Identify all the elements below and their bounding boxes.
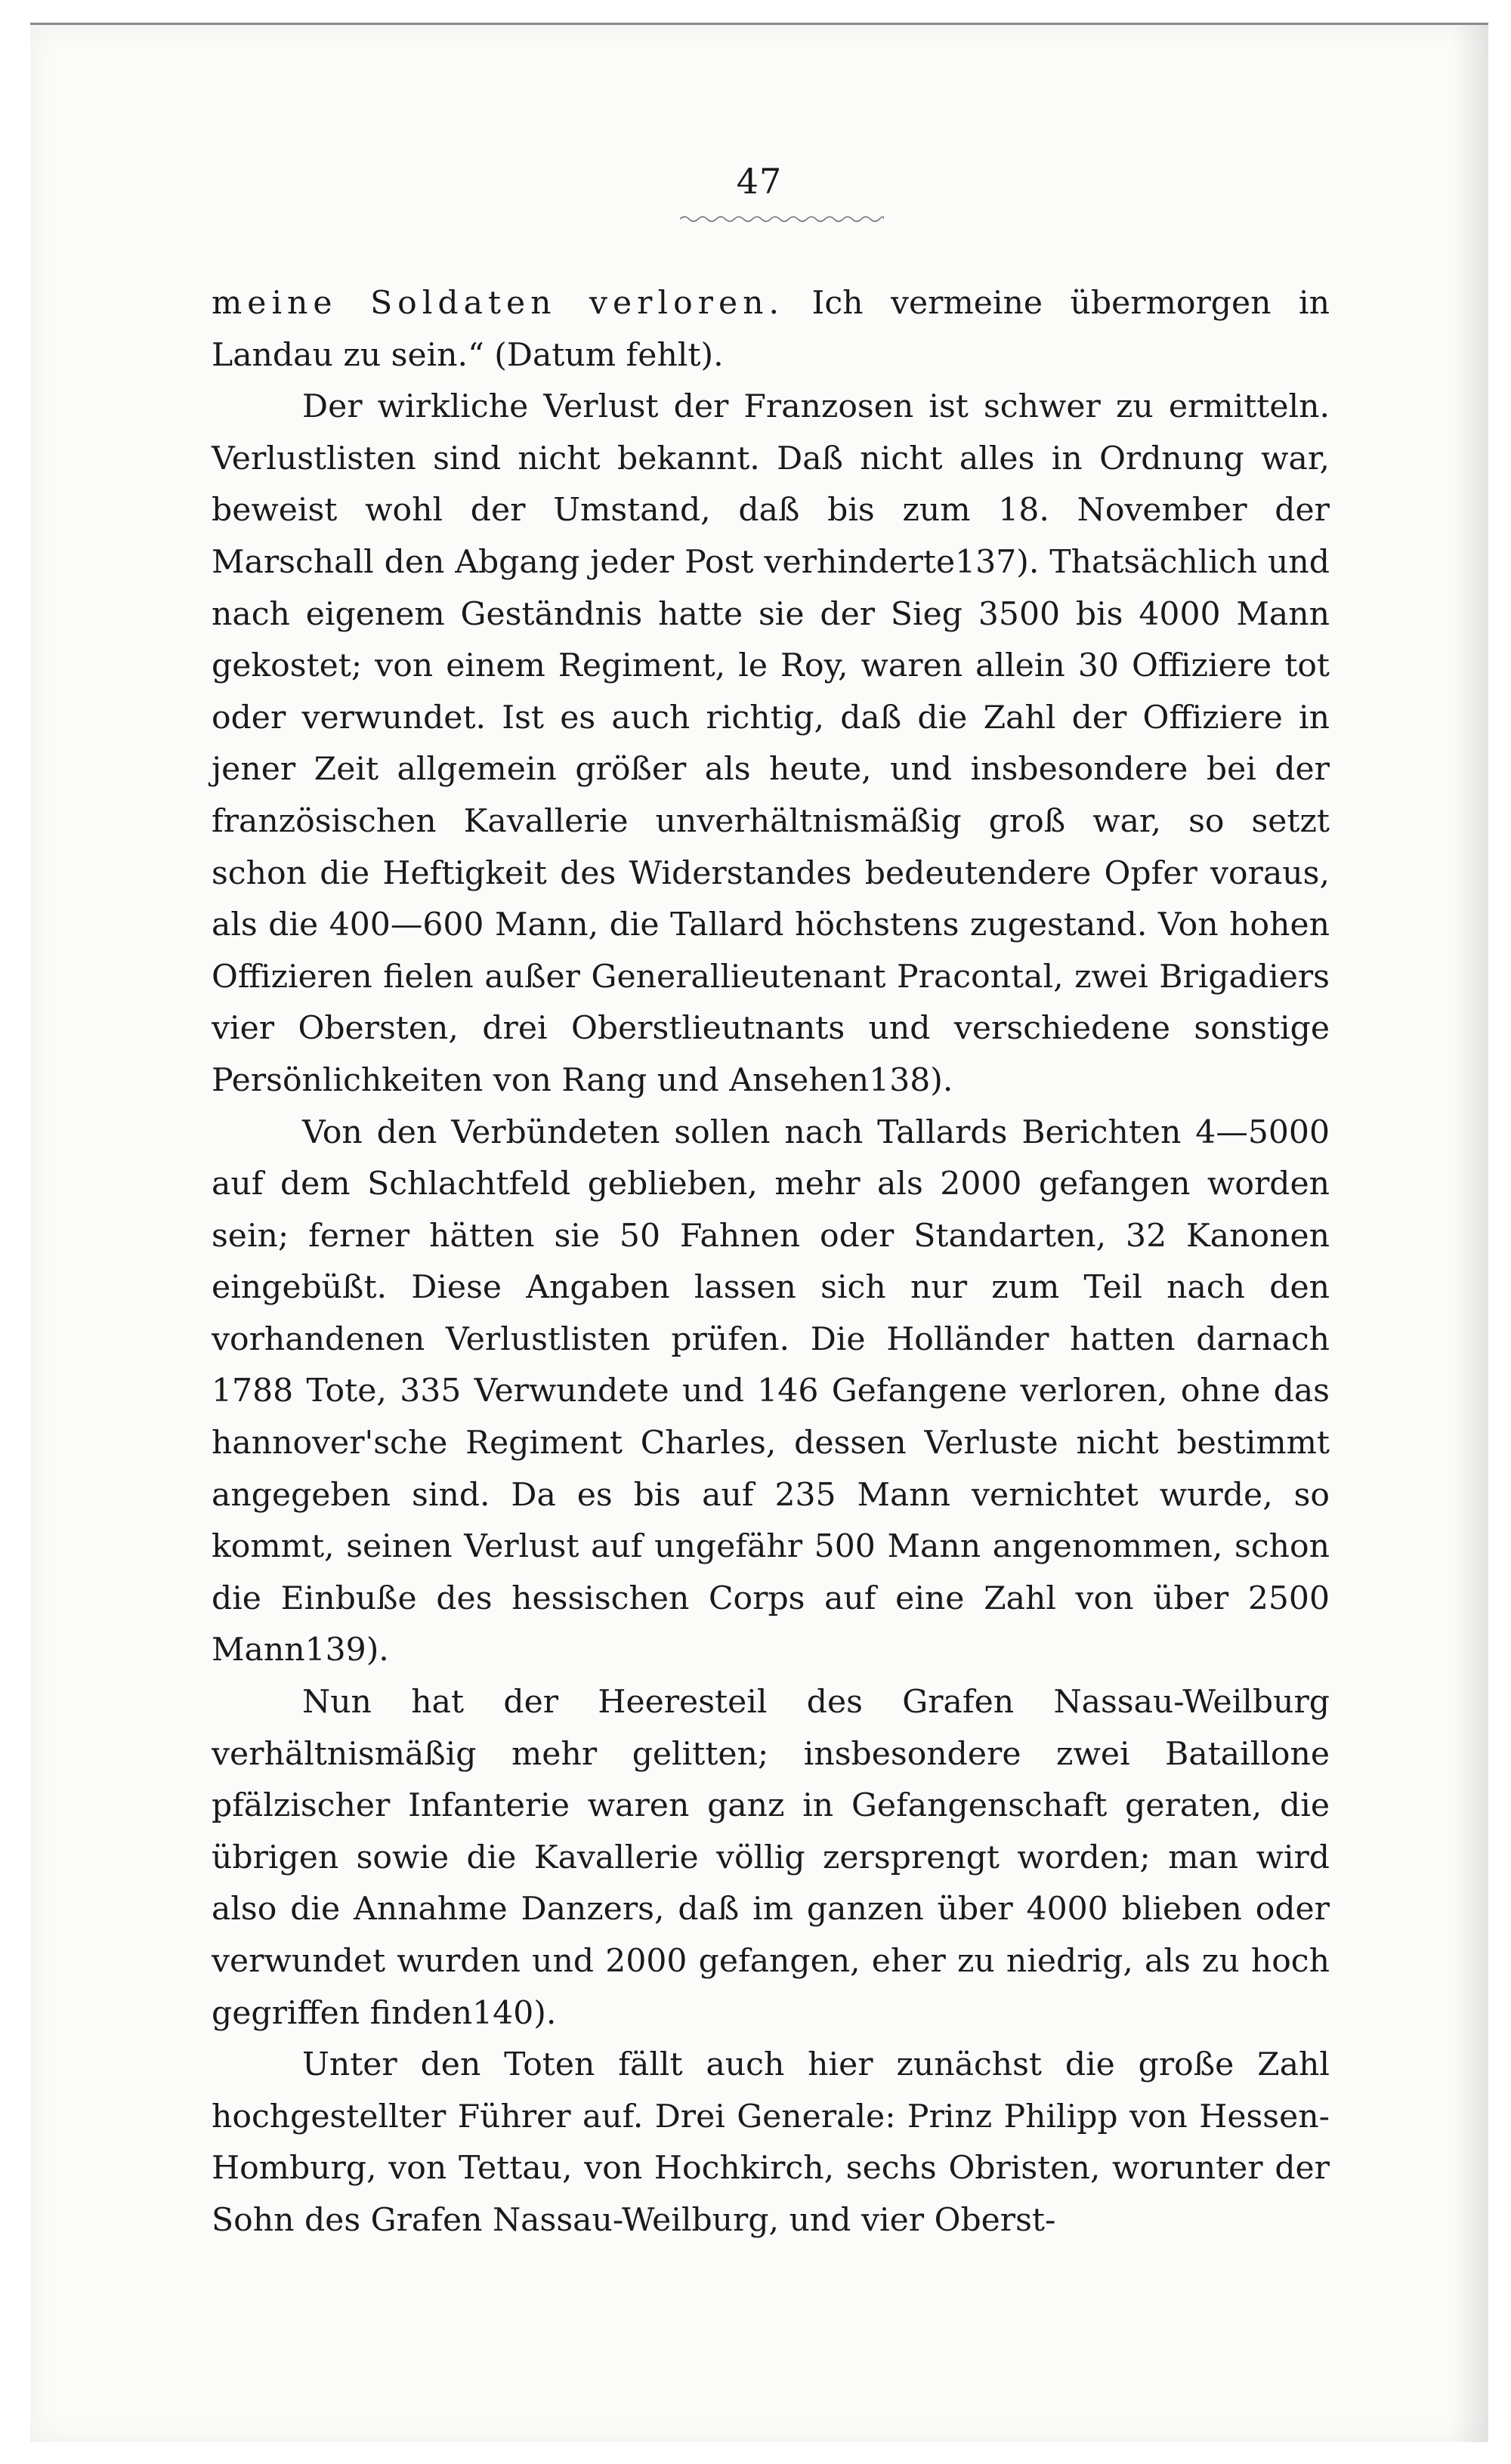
paragraph-5: Unter den Toten fällt auch hier zunächst die große Zahl hochgestellter Führer auf. Drei Generale: Prinz Philipp von Hessen-Homburg, von Tettau, von Hochkirch, sechs Obristen, worunter der Sohn des Grafen Nassau-Weilburg, und vier Oberst- <box>212 2046 1330 2239</box>
paragraph-3: Von den Verbündeten sollen nach Tallards Berichten 4—5000 auf dem Schlachtfeld geblieben, mehr als 2000 gefangen worden sein; ferner hätten sie 50 Fahnen oder Standarten, 32 Kanonen eingebüßt. Diese Angaben lassen sich nur zum Teil nach den vorhandenen Verlustlisten prüfen. Die Holländer hatten darnach 1788 Tote, 335 Verwundete und 146 Gefangene verloren, ohne das hannover'sche Regiment Charles, dessen Verluste nicht bestimmt angegeben sind. Da es bis auf 235 Mann vernichtet wurde, so kommt, seinen Verlust auf ungefähr 500 Mann angenommen, schon die Einbuße des hessischen Corps auf eine Zahl von über 2500 Mann139). <box>212 1113 1330 1669</box>
paragraph-1-text: Ich vermeine übermorgen in Landau zu sein.“ (Datum fehlt). <box>212 285 1330 374</box>
book-page <box>30 23 1488 2442</box>
paragraph-1 <box>212 278 1330 381</box>
wavy-rule-ornament <box>680 214 884 224</box>
paragraph-4: Nun hat der Heeresteil des Grafen Nassau-Weilburg verhältnismäßig mehr gelitten; insbesondere zwei Bataillone pfälzischer Infanterie waren ganz in Gefangenschaft geraten, die übrigen sowie die Kavallerie völlig zersprengt worden; man wird also die Annahme Danzers, daß im ganzen über 4000 blieben oder verwundet wurden und 2000 gefangen, eher zu niedrig, als zu hoch gegriffen finden140). <box>212 1684 1330 2032</box>
body-text <box>212 278 1330 2247</box>
page-edge-shadow <box>1452 25 1488 2442</box>
paragraph-2: Der wirkliche Verlust der Franzosen ist schwer zu ermitteln. Verlustlisten sind nicht bekannt. Daß nicht alles in Ordnung war, beweist wohl der Umstand, daß bis zum 18. November der Marschall den Abgang jeder Post verhinderte137). Thatsächlich und nach eigenem Geständnis hatte sie der Sieg 3500 bis 4000 Mann gekostet; von einem Regiment, le Roy, waren allein 30 Offiziere tot oder verwundet. Ist es auch richtig, daß die Zahl der Offiziere in jener Zeit allgemein größer als heute, und insbesondere bei der französischen Kavallerie unverhältnismäßig groß war, so setzt schon die Heftigkeit des Widerstandes bedeutendere Opfer voraus, als die 400—600 Mann, die Tallard höchstens zugestand. Von hohen Offizieren fielen außer Generallieutenant Pracontal, zwei Brigadiers vier Obersten, drei Oberstlieutnants und verschiedene sonstige Persönlichkeiten von Rang und Ansehen138). <box>212 388 1330 1099</box>
spaced-lead-text: meine Soldaten verloren. <box>212 285 785 322</box>
page-number: 47 <box>736 161 783 202</box>
